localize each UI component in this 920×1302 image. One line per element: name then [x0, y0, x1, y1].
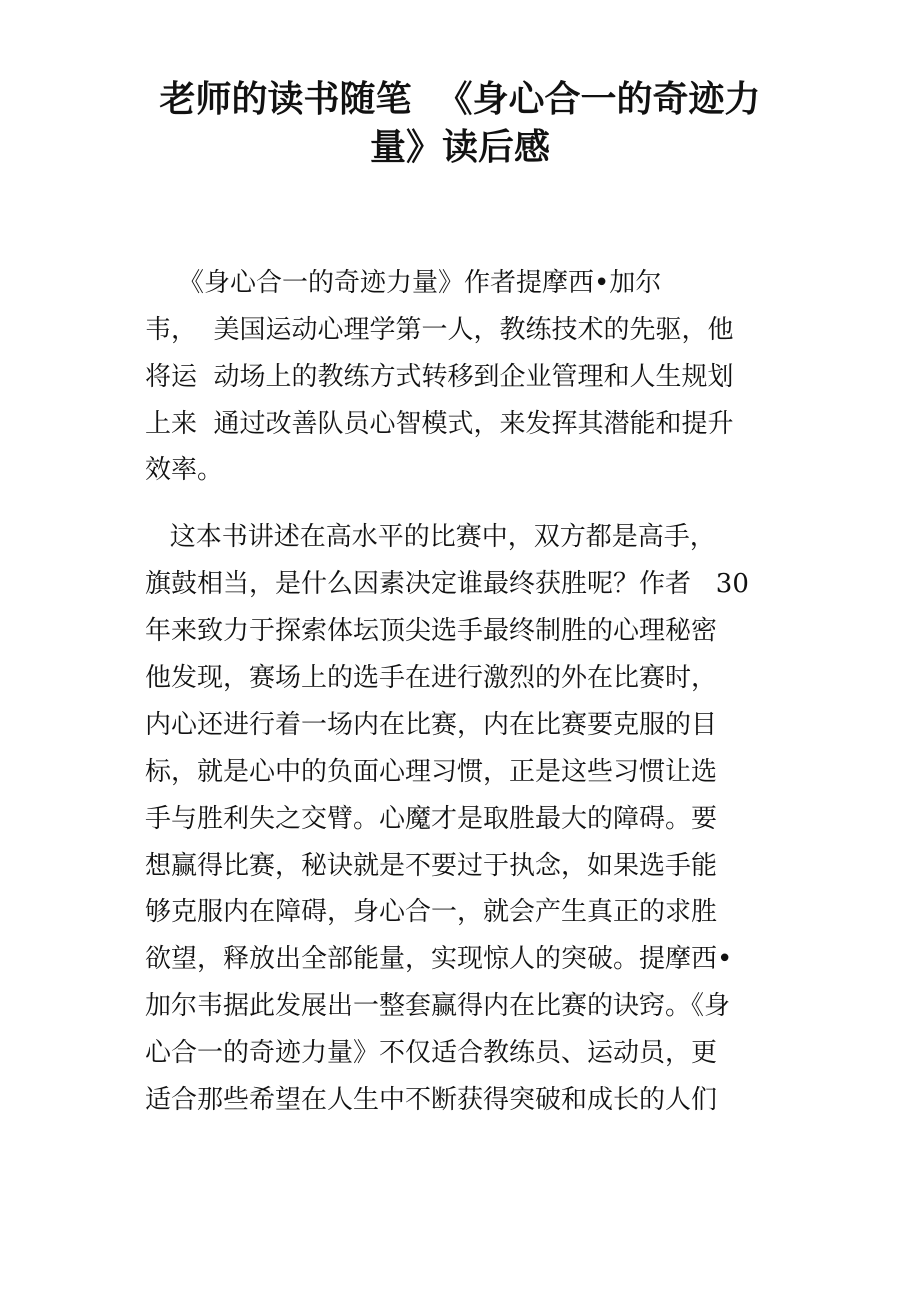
text-line: 效率。 [145, 455, 224, 485]
document-title-line: 老师的读书随笔 《身心合一的奇迹力 [159, 79, 761, 120]
text-line: 旗鼓相当，是什么因素决定谁最终获胜呢？作者 30 [145, 569, 749, 599]
text-line: 想赢得比赛，秘诀就是不要过于执念，如果选手能 [145, 851, 718, 881]
text-line: 加尔韦据此发展出一整套赢得内在比赛的诀窍。《身 [145, 991, 731, 1021]
text-line: 将运 动场上的教练方式转移到企业管理和人生规划 [145, 362, 734, 392]
text-line: 《身心合一的奇迹力量》作者提摩西•加尔 [145, 268, 662, 298]
text-line: 手与胜利失之交臂。心魔才是取胜最大的障碍。要 [145, 804, 718, 834]
text-line: 适合那些希望在人生中不断获得突破和成长的人们 [145, 1085, 718, 1115]
text-line: 欲望，释放出全部能量，实现惊人的突破。提摩西• [145, 944, 733, 974]
text-line: 标，就是心中的负面心理习惯，正是这些习惯让选 [145, 757, 718, 787]
text-line: 心合一的奇迹力量》不仅适合教练员、运动员，更 [145, 1038, 718, 1068]
text-line: 年来致力于探索体坛顶尖选手最终制胜的心理秘密 [145, 616, 718, 646]
text-line: 够克服内在障碍，身心合一，就会产生真正的求胜 [145, 897, 718, 927]
document-title-line: 量》读后感 [369, 127, 550, 168]
text-line: 上来 通过改善队员心智模式，来发挥其潜能和提升 [145, 409, 734, 439]
text-line: 他发现，赛场上的选手在进行激烈的外在比赛时， [145, 663, 718, 693]
text-line: 这本书讲述在高水平的比赛中，双方都是高手， [145, 522, 716, 552]
text-line: 内心还进行着一场内在比赛，内在比赛要克服的目 [145, 710, 718, 740]
text-line: 韦， 美国运动心理学第一人，教练技术的先驱，他 [145, 315, 734, 345]
